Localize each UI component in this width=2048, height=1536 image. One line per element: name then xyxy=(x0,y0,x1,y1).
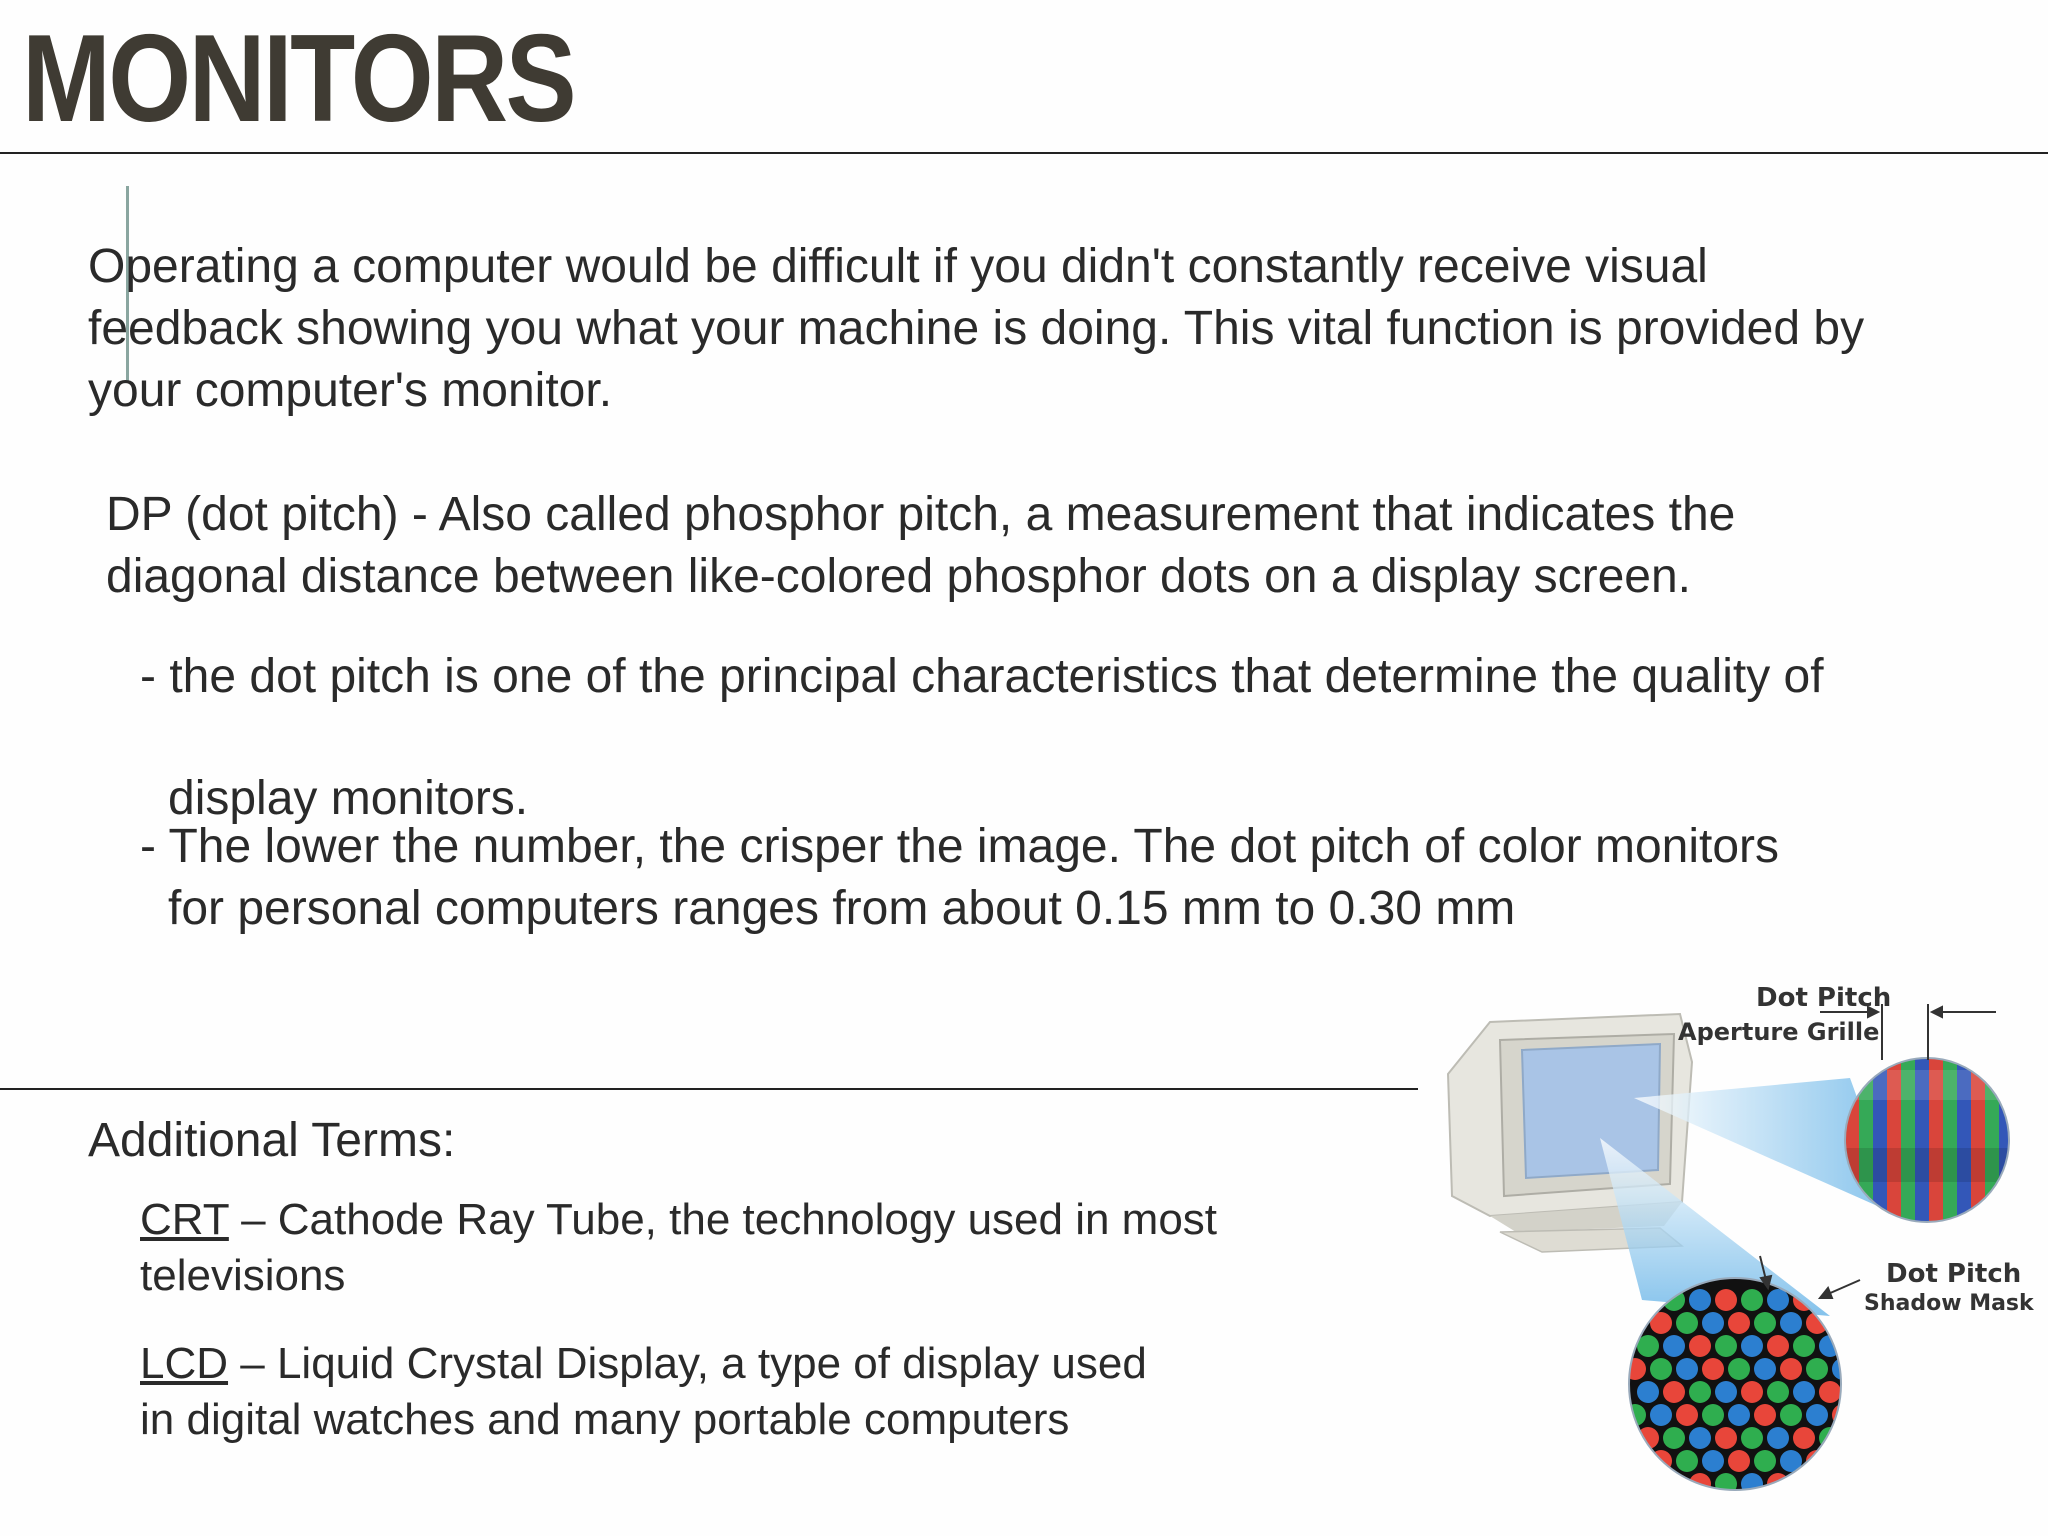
intro-paragraph xyxy=(88,236,1864,422)
title-divider xyxy=(0,152,2048,154)
intro-line: Operating a computer would be difficult if you didn't constantly receive visual xyxy=(88,240,1708,293)
dot-pitch-definition xyxy=(106,484,1735,608)
term-desc: – Cathode Ray Tube, the technology used in most xyxy=(228,1195,1218,1244)
dp-line: DP (dot pitch) - Also called phosphor pitch, a measurement that indicates the xyxy=(106,488,1736,541)
page-title: MONITORS xyxy=(22,10,575,148)
intro-line: your computer's monitor. xyxy=(88,364,613,417)
dot-pitch-figure xyxy=(1430,970,2048,1510)
bullet-range: - The lower the number, the crisper the image. The dot pitch of color monitors xyxy=(140,820,1780,873)
bullet-quality: - the dot pitch is one of the principal characteristics that determine the quality of xyxy=(140,650,1824,703)
bullet-range-cont: for personal computers ranges from about 0.15 mm to 0.30 mm xyxy=(168,882,1516,935)
term-desc-cont: televisions xyxy=(140,1251,346,1300)
section-divider xyxy=(0,1088,1418,1090)
bullet-quality-cont: display monitors. xyxy=(168,772,529,825)
term-lcd xyxy=(140,1336,1147,1448)
figure-label-dot-pitch-top: Dot Pitch xyxy=(1756,983,1892,1013)
additional-terms-heading: Additional Terms: xyxy=(88,1114,456,1167)
figure-label-dot-pitch-bottom: Dot Pitch xyxy=(1886,1259,2022,1289)
figure-label-shadow-mask: Shadow Mask xyxy=(1864,1291,2034,1316)
term-desc-cont: in digital watches and many portable computers xyxy=(140,1395,1070,1444)
term-crt xyxy=(140,1192,1217,1304)
term-abbr-lcd: LCD xyxy=(140,1339,229,1388)
term-abbr-crt: CRT xyxy=(140,1195,229,1244)
dp-line: diagonal distance between like-colored phosphor dots on a display screen. xyxy=(106,550,1692,603)
term-desc: – Liquid Crystal Display, a type of display used xyxy=(228,1339,1147,1388)
intro-line: feedback showing you what your machine is doing. This vital function is provided by xyxy=(88,302,1865,355)
figure-label-aperture-grille: Aperture Grille xyxy=(1678,1018,1880,1046)
